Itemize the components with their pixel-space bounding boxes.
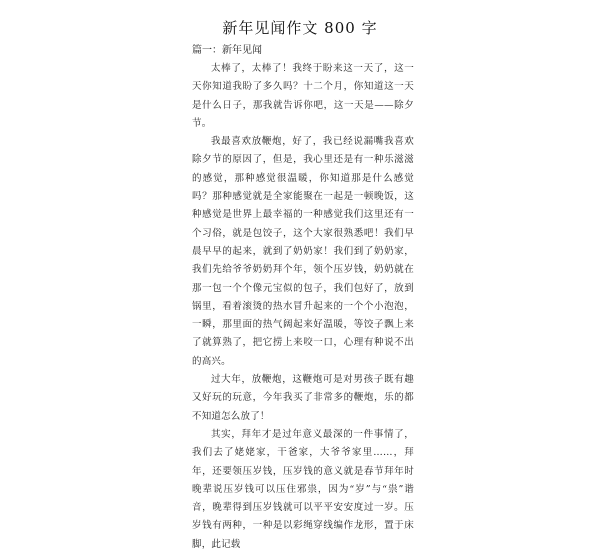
paragraph: 太棒了，太棒了！我终于盼来这一天了，这一天你知道我盼了多久吗？十二个月，你知道这一天是什么日子，那我就告诉你吧，这一天是——除夕节。 — [192, 63, 414, 129]
document-title: 新年见闻作文 800 字 — [222, 19, 378, 37]
paragraph: 过大年，放鞭炮，这鞭炮可是对男孩子既有趣又好玩的玩意，今年我买了非常多的鞭炮，乐的都不知道怎么放了！ — [192, 374, 414, 422]
paragraph: 其实，拜年才是过年意义最深的一件事情了，我们去了姥姥家，干爸家，大爷爷家里……，拜年，还要领压岁钱，压岁钱的意义就是春节拜年时晚辈说压岁钱可以压住邪祟，因为“岁”与“祟”谐音，晚辈得到压岁钱就可以平平安安度过一岁。压岁钱有两种，一种是以彩绳穿线编作龙形，置于床脚，此记载 — [192, 428, 414, 550]
section-heading: 篇一：新年见闻 — [192, 45, 262, 56]
article-body — [192, 60, 414, 554]
paragraph: 我最喜欢放鞭炮，好了，我已经说漏嘴我喜欢除夕节的原因了，但是，我心里还是有一种乐滋滋的感觉，那种感觉很温暖，你知道那是什么感觉吗？那种感觉就是全家能聚在一起是一顿晚饭，这种感觉是世界上最幸福的一种感觉我们这里还有一个习俗，就是包饺子，这个大家很熟悉吧！我们早晨早早的起来，就到了奶奶家！我们到了奶奶家，我们先给爷爷奶奶拜个年，领个压岁钱，奶奶就在那一包一个个像元宝似的包子，我们包好了，放到锅里，看着滚烫的热水冒升起来的一个个小泡泡，一瞬，那里面的热气阔起来好温暖，等饺子飘上来了就算熟了，把它捞上来咬一口，心理有种说不出的高兴。 — [192, 136, 414, 367]
